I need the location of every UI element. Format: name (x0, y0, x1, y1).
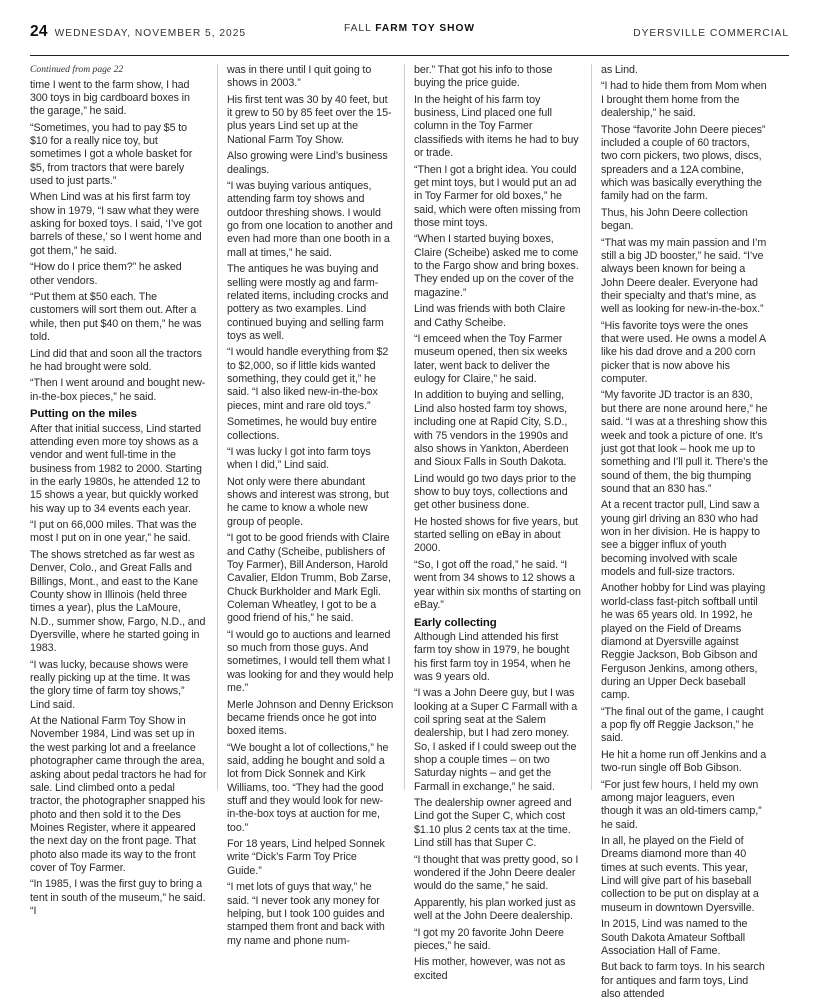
column-2 (217, 64, 394, 947)
article-paragraph: His mother, however, was not as excited (414, 956, 566, 982)
page-number: 24 (30, 23, 48, 40)
article-paragraph: Not only were there abundant shows and interest was strong, but he came to know a whole new group of people. (227, 475, 389, 528)
article-paragraph: Those “favorite John Deere pieces” included a couple of 60 tractors, two corn pickers, two plows, discs, spreaders and a 12A combine, which was basically everything the family had on the farm. (601, 123, 766, 203)
article-paragraph: “His favorite toys were the ones that were used. He owns a model A like his dad drove and a 200 corn picker that is now above his computer. (601, 319, 766, 386)
article-paragraph: “Put them at $50 each. The customers will sort them out. After a while, then put $40 on them,” he was told. (30, 291, 202, 344)
column-1 (30, 64, 207, 918)
article-paragraph: “I emceed when the Toy Farmer museum opened, then six weeks later, went back to deliver the eulogy for Claire,” he said. (414, 333, 568, 386)
article-subhead: Putting on the miles (30, 408, 137, 421)
article-paragraph: “I got to be good friends with Claire and Cathy (Scheibe, publishers of Toy Farmer), Bill Anderson, Harold Cavalier, Eldon Trumm, Bob Zarse, Chuck Burkholder and Mark Egli. Coleman Wheatley, I got to be a good friend of his,” he said. (227, 532, 391, 625)
masthead-divider (30, 55, 789, 56)
article-paragraph: In 2015, Lind was named to the South Dakota Amateur Softball Association Hall of Fame. (601, 918, 748, 957)
article-paragraph: “I got my 20 favorite John Deere pieces,” he said. (414, 926, 564, 952)
article-paragraph: time I went to the farm show, I had 300 toys in big cardboard boxes in the garage,” he said. (30, 78, 190, 118)
article-paragraph: “I would handle everything from $2 to $2,000, so if little kids wanted something, they could get it,” he said. “I also liked new-in-the-box pieces, mint and rare old toys.” (227, 346, 389, 412)
article-paragraph: The dealership owner agreed and Lind got the Super C, which cost $1.10 plus 2 cents tax at the time. Lind still has that Super C. (414, 797, 572, 850)
article-paragraph: But back to farm toys. In his search for antiques and farm toys, Lind also attended (601, 961, 765, 1000)
article-paragraph: Also growing were Lind’s business dealings. (227, 150, 388, 176)
article-paragraph: Lind was friends with both Claire and Cathy Scheibe. (414, 303, 566, 329)
article-columns (30, 64, 789, 1000)
article-paragraph: Apparently, his plan worked just as well at the John Deere dealership. (414, 896, 576, 923)
article-paragraph: For 18 years, Lind helped Sonnek write “Dick’s Farm Toy Price Guide.” (227, 838, 385, 877)
continued-from-line: Continued from page 22 (30, 64, 124, 75)
article-paragraph: Sometimes, he would buy entire collections. (227, 416, 377, 442)
running-head-left (30, 24, 246, 40)
article-paragraph: Merle Johnson and Denny Erickson became friends once he got into boxed items. (227, 698, 394, 738)
publication-name: DYERSVILLE COMMERCIAL (633, 28, 789, 39)
article-paragraph: as Lind. (601, 64, 638, 76)
article-paragraph: “I had to hide them from Mom when I brought them home from the dealership,” he said. (601, 80, 767, 120)
article-paragraph: The shows stretched as far west as Denver, Colo., and Great Falls and Billings, Mont., and east to the Kane County show in Illinois (held three times a year), plus the LaMoure, N.D., summer show, Fargo, N.D., and Dyersville, where he started going in 1983. (30, 548, 206, 655)
column-4 (591, 64, 768, 1000)
article-paragraph: “We bought a lot of collections,” he said, adding he bought and sold a lot from Dick Sonnek and Kirk Williams, too. “They had the good stuff and they would look for new-in-the-box toys at auction for me, too.” (227, 741, 389, 834)
article-paragraph: ber.” That got his info to those buying the price guide. (414, 64, 553, 90)
article-paragraph: was in there until I quit going to shows in 2003.” (227, 64, 372, 90)
article-paragraph: “So, I got off the road,” he said. “I went from 34 shows to 12 shows a year within six months of starting on eBay.” (414, 558, 581, 611)
article-paragraph: “How do I price them?” he asked other vendors. (30, 261, 182, 287)
article-paragraph: “The final out of the game, I caught a pop fly off Reggie Jackson,” he said. (601, 705, 764, 745)
running-head (30, 0, 789, 50)
article-paragraph: In all, he played on the Field of Dreams diamond more than 40 times at such events. This year, Lind will give part of his baseball collection to be put on display at a museum in downtown Dyersville. (601, 835, 759, 914)
article-paragraph: “Then I went around and bought new-in-the-box pieces,” he said. (30, 377, 206, 403)
article-paragraph: “My favorite JD tractor is an 830, but there are none around here,” he said. “I was at a threshing show this week and took a picture of one. It’s just got that look – hook me up to something and I’ll pull it. There’s the sound of them, the big thumping sound that an 830 has.” (601, 389, 768, 495)
article-paragraph: After that initial success, Lind started attending even more toy shows as a vendor and went full-time in the business from 1982 to 2000. Starting in the early 1980s, he attended 12 to 15 shows a year, but quickly worked his way up to 34 events each year. (30, 422, 202, 515)
article-paragraph: “In 1985, I was the first guy to bring a tent in south of the museum,” he said. “I (30, 878, 206, 918)
article-paragraph: “I was buying various antiques, attending farm toy shows and outdoor threshing shows. I would go from one location to another and even had more than one booth in a mall at times,” he said. (227, 180, 393, 259)
article-paragraph: He hosted shows for five years, but started selling on eBay in about 2000. (414, 515, 578, 555)
article-paragraph: “I was lucky, because shows were really picking up at the time. It was the glory time of farm toy shows,” Lind said. (30, 658, 191, 711)
article-paragraph: Lind would go two days prior to the show to buy toys, collections and get other business done. (414, 472, 577, 512)
issue-date: WEDNESDAY, NOVEMBER 5, 2025 (54, 28, 247, 39)
article-subhead: Early collecting (414, 616, 497, 629)
article-paragraph: “I would go to auctions and learned so much from those guys. And sometimes, I would tell them what I was looking for and they would help me.” (227, 628, 394, 695)
article-paragraph: Thus, his John Deere collection began. (601, 206, 748, 233)
article-paragraph: “I was a John Deere guy, but I was looking at a Super C Farmall with a coil spring seat at the Salem dealership, but I had zero money. So, I asked if I could sweep out the shop a couple times – on two Saturday nights – and get the Farmall in exchange,” he said. (414, 687, 578, 793)
article-paragraph: “Then I got a bright idea. You could get mint toys, but I would put an ad in Toy Farmer for old boxes,” he said, which were often missing from those mint toys. (414, 163, 581, 229)
article-paragraph: Another hobby for Lind was playing world-class fast-pitch softball until he was 65 years old. In 1992, he played on the Field of Dreams diamond at Dyersville against Reggie Jackson, Bob Gibson and Ferguson Jenkins, among others, during an Upper Deck baseball camp. (601, 582, 766, 702)
article-paragraph: At a recent tractor pull, Lind saw a young girl driving an 830 who had won in her division. He is happy to see a bigger influx of youth becoming involved with scale models and full-size tractors. (601, 499, 761, 579)
article-paragraph: “I put on 66,000 miles. That was the most I put on in one year,” he said. (30, 519, 197, 545)
article-paragraph: When Lind was at his first farm toy show in 1979, “I saw what they were asking for boxed toys. I said, ‘I’ve got barrels of these,’ so I went home and got them,” he said. (30, 191, 202, 257)
section-title-main: FARM TOY SHOW (375, 23, 476, 34)
article-paragraph: At the National Farm Toy Show in November 1984, Lind was set up in the west parking lot and a freelance photographer came through the area, asking about pedal tractors he had for sale. Lind climbed onto a pedal tractor, the photographer snapped his photo and then sold it to the Des Moines Register, where it appeared the next day on the front page. That photo also made its way to the front cover of Toy Farmer. (30, 715, 207, 874)
article-paragraph: “For just few hours, I held my own among major leaguers, even though it was an old-timers camp,” he said. (601, 778, 762, 831)
section-title-prefix: FALL (343, 23, 376, 34)
article-paragraph: “I was lucky I got into farm toys when I did,” Lind said. (227, 445, 371, 472)
article-paragraph: In the height of his farm toy business, Lind placed one full column in the Toy Farmer classifieds with items he had to buy or trade. (414, 93, 579, 160)
article-paragraph: Lind did that and soon all the tractors he had brought were sold. (30, 347, 202, 373)
article-paragraph: “When I started buying boxes, Claire (Scheibe) asked me to come to the Fargo show and bring boxes. They ended up on the cover of the magazine.” (414, 233, 579, 299)
column-3 (404, 64, 581, 982)
article-paragraph: “I thought that was pretty good, so I wondered if the John Deere dealer would do the same,” he said. (414, 853, 579, 893)
article-paragraph: “I met lots of guys that way,” he said. “I never took any money for helping, but I took 100 guides and stamped them front and back with my name and phone num- (227, 881, 385, 947)
article-paragraph: Although Lind attended his first farm toy show in 1979, he bought his first farm toy in 1954, when he was 9 years old. (414, 630, 571, 683)
article-paragraph: In addition to buying and selling, Lind also hosted farm toy shows, including one at Rapid City, S.D., with 75 vendors in the 1990s and also shows in Yankton, Aberdeen and Sioux Falls in South Dakota. (414, 389, 569, 469)
article-paragraph: “That was my main passion and I’m still a big JD booster,” he said. “I’ve always been known for being a John Deere dealer. Everyone had their specialty and that’s mine, as well as looking for new-in-the-box.” (601, 236, 767, 316)
article-paragraph: “Sometimes, you had to pay $5 to $10 for a really nice toy, but sometimes I got a whole basket for $5, from tractors that were barely used to just parts.” (30, 121, 193, 187)
article-paragraph: His first tent was 30 by 40 feet, but it grew to 50 by 85 feet over the 15-plus years Lind set up at the National Farm Toy Show. (227, 93, 392, 146)
article-paragraph: The antiques he was buying and selling were mostly ag and farm-related items, including crocks and pottery as two examples. Lind continued buying and selling farm toys as well. (227, 263, 389, 342)
article-paragraph: He hit a home run off Jenkins and a two-run single off Bob Gibson. (601, 748, 767, 775)
